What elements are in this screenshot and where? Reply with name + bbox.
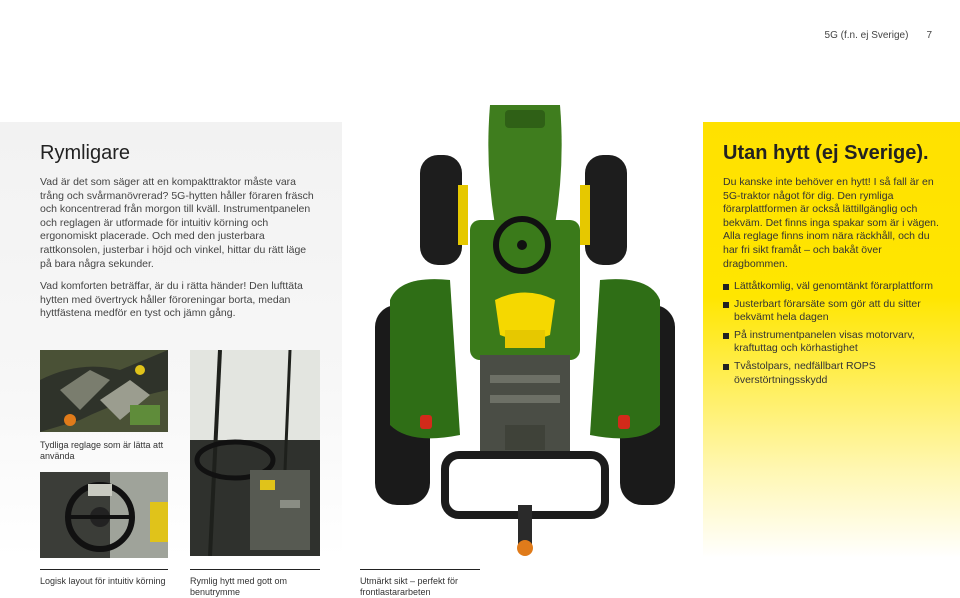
caption-cab: Rymlig hytt med gott om benutrymme xyxy=(190,576,288,597)
caption-visibility: Utmärkt sikt – perfekt för frontlastararbeten xyxy=(360,576,459,597)
left-paragraph-2: Vad komforten beträffar, är du i rätta händer! Den lufttäta hytten med övertryck håller föroreningar borta, medan hyttfästena medför en tyst och jämn gång. xyxy=(40,280,303,320)
caption-rule xyxy=(190,569,320,570)
section-label: 5G (f.n. ej Sverige) xyxy=(824,30,909,41)
page-header xyxy=(825,30,932,41)
bullet-square-icon xyxy=(723,302,729,308)
caption-layout: Logisk layout för intuitiv körning xyxy=(40,576,166,586)
list-item xyxy=(723,280,943,294)
caption-rule xyxy=(360,569,480,570)
photo-steering-wheel xyxy=(40,472,168,558)
bullet-square-icon xyxy=(723,364,729,370)
list-item-text: Tvåstolpars, nedfällbart ROPS överstörtningsskydd xyxy=(734,359,876,386)
left-title: Rymligare xyxy=(40,142,131,164)
left-body-text xyxy=(40,176,320,330)
list-item-text: Lättåtkomlig, väl genomtänkt förarplattform xyxy=(734,280,934,292)
right-intro: Du kanske inte behöver en hytt! I så fall är en 5G-traktor något för dig. Den rymliga förarplattformen är också lättillgänglig och bekväm. Det finns inga spakar som är i vägen. Alla reglage finns inom nära räckhåll, och du har fri sikt framåt – och bakåt över dragbommen. xyxy=(723,176,939,270)
list-item-text: Justerbart förarsäte som gör att du sitter bekvämt hela dagen xyxy=(734,297,921,324)
list-item-text: På instrumentpanelen visas motorvarv, kraftuttag och körhastighet xyxy=(734,328,915,355)
list-item xyxy=(723,298,943,325)
tractor-image xyxy=(370,105,680,565)
photo-controls xyxy=(40,350,168,432)
photo-cab-interior xyxy=(190,350,320,556)
list-item xyxy=(723,329,943,356)
left-paragraph-1: Vad är det som säger att en kompakttraktor måste vara trång och svårmanövrerad? 5G-hytten håller föraren fräsch och koncentrerad från morgon till kväll. Instrumentpanelen och reglagen är utformade för intuitiv körning och ergonomiskt placerade. Och med den justerbara rattkonsolen, justerbar i höjd och vinkel, hittar du rätt läge på bara några sekunder. xyxy=(40,176,314,270)
photo-caption: Tydliga reglage som är lätta att använda xyxy=(40,440,164,461)
feature-list xyxy=(723,280,943,391)
bullet-square-icon xyxy=(723,333,729,339)
list-item xyxy=(723,360,943,387)
caption-rule xyxy=(40,569,168,570)
bullet-square-icon xyxy=(723,284,729,290)
right-title: Utan hytt (ej Sverige). xyxy=(723,142,929,164)
page-number: 7 xyxy=(926,30,932,41)
